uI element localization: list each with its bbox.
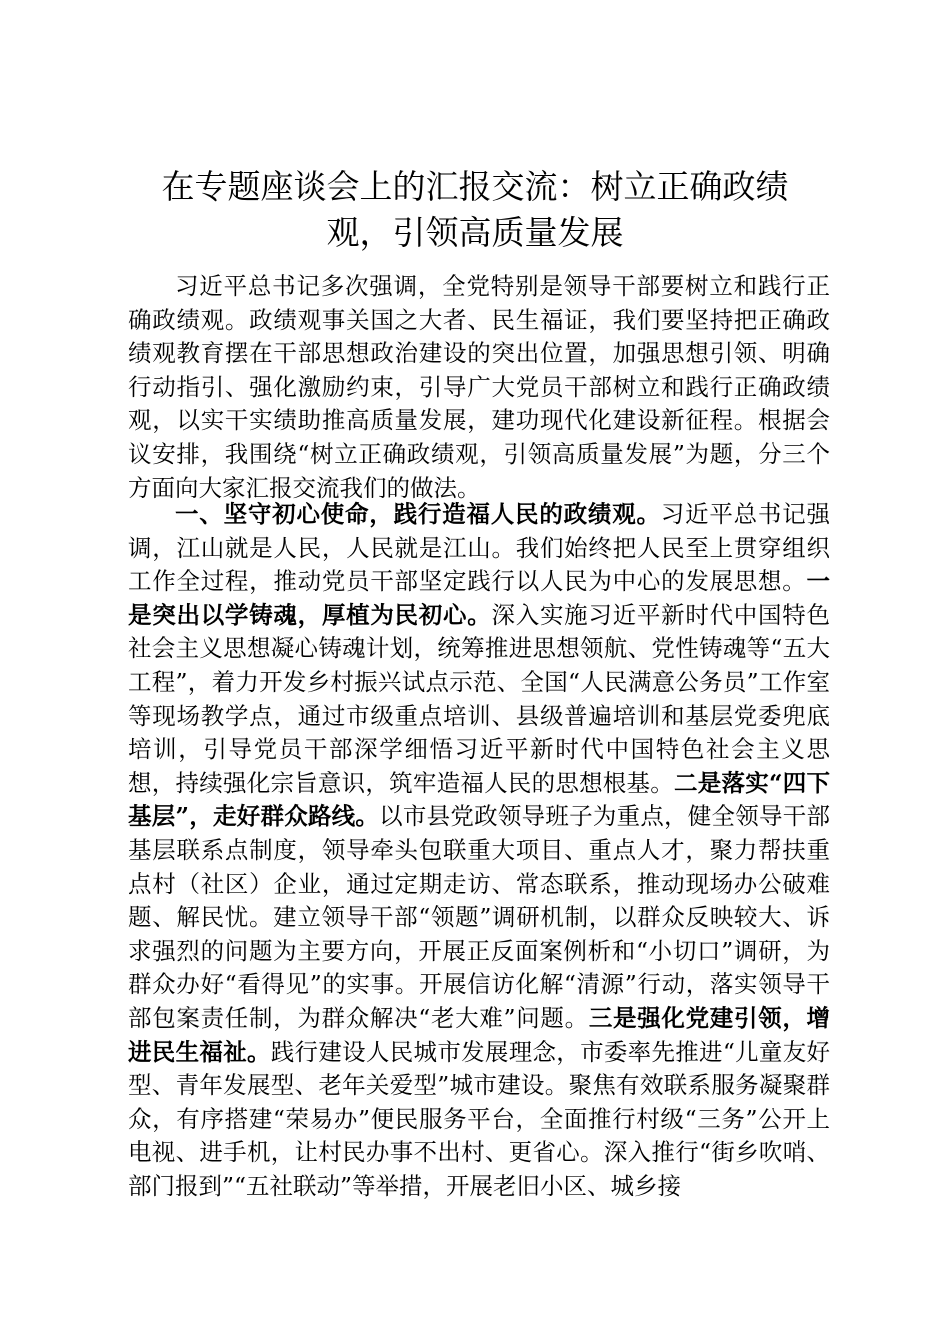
section-1-text: 习近平总书记强调，江山就是人民，人民就是江山。我们始终把人民至上贯穿组织工作全过程，推动党员干部坚定践行以人民为中心的发展思想。 [128,500,831,596]
intro-paragraph: 习近平总书记多次强调，全党特别是领导干部要树立和践行正确政绩观。政绩观事关国之大者、民生福证，我们要坚持把正确政绩观教育摆在干部思想政治建设的突出位置，加强思想引领、明确行动指引、强化激励约束，引导广大党员干部树立和践行正确政绩观，以实干实绩助推高质量发展，建功现代化建设新征程。根据会议安排，我围绕“树立正确政绩观，引领高质量发展”为题，分三个方面向大家汇报交流我们的做法。 [128,272,830,502]
point-2-heading: 二是落实“四下基层”，走好群众路线。 [128,768,830,831]
point-3-heading: 三是强化党建引领，增进民生福祉。 [128,1003,831,1066]
title-line-2: 观，引领高质量发展 [326,213,624,252]
point-3-text: 践行建设人民城市发展理念，市委率先推进“儿童友好型、青年发展型、老年关爱型”城市建设。聚焦有效联系服务凝聚群众，有序搭建“荣易办”便民服务平台，全面推行村级“三务”公开上电视、进手机，让村民办事不出村、更省心。深入推行“街乡吹哨、部门报到”“五社联动”等举措，开展老旧小区、城乡接 [128,1037,831,1200]
title-line-1: 在专题座谈会上的汇报交流：树立正确政绩 [161,167,789,206]
point-1-text: 深入实施习近平新时代中国特色社会主义思想凝心铸魂计划，统筹推进思想领航、党性铸魂等“五大工程”，着力开发乡村振兴试点示范、全国“人民满意公务员”工作室等现场教学点，通过市级重点培训、县级普遍培训和基层党委兜底培训，引导党员干部深学细悟习近平新时代中国特色社会主义思想，持续强化宗旨意识，筑牢造福人民的思想根基。 [128,600,831,797]
section-1-heading: 一、坚守初心使命，践行造福人民的政绩观。 [175,500,661,528]
point-1-heading: 一是突出以学铸魂，厚植为民初心。 [128,567,830,629]
point-2-text: 以市县党政领导班子为重点，健全领导干部基层联系点制度，领导牵头包联重大项目、重点人才，聚力帮扶重点村（社区）企业，通过定期走访、常态联系，推动现场办公破难题、解民忧。建立领导干部“领题”调研机制，以群众反映较大、诉求强烈的问题为主要方向，开展正反面案例析和“小切口”调研，为群众办好“看得见”的实事。开展信访化解“清源”行动，落实领导干部包案责任制，为群众解决“老大难”问题。 [128,802,830,1032]
section-1-paragraph [128,498,830,1203]
document-title [128,164,822,256]
